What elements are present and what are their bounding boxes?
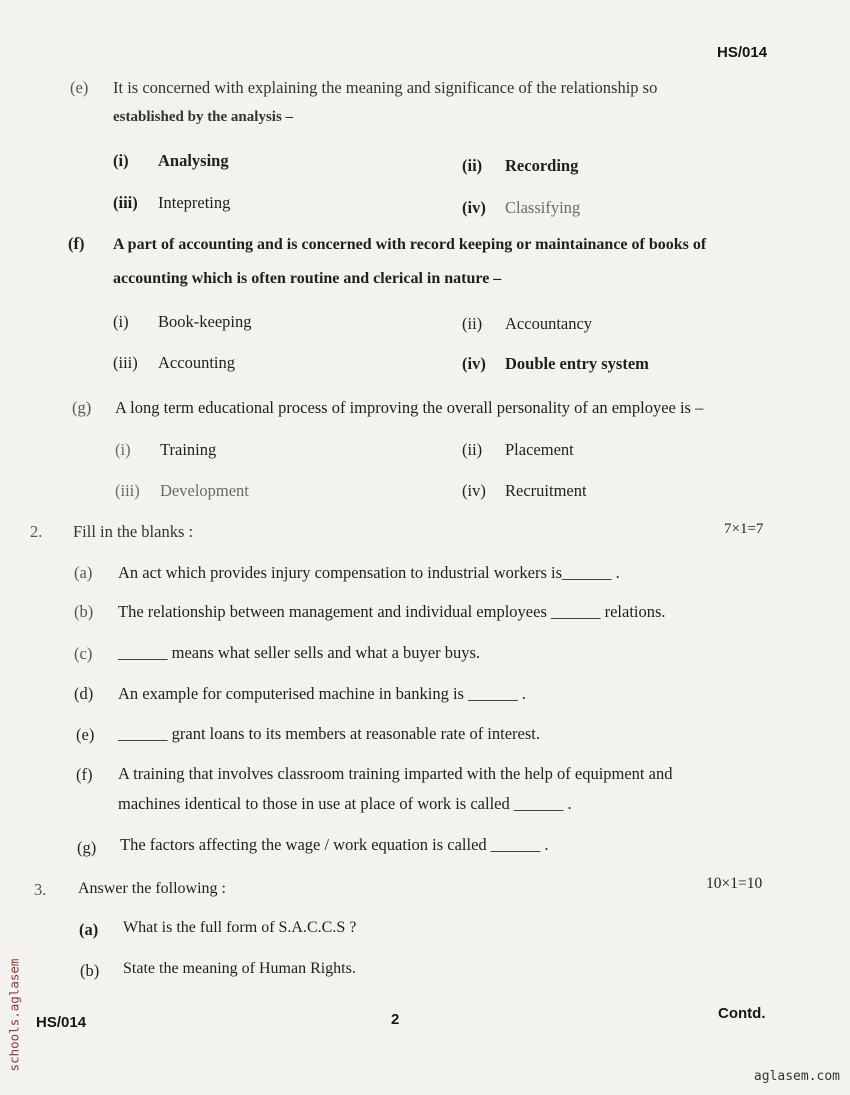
item-text: An act which provides injury compensation to industrial workers is______ .	[118, 563, 620, 582]
question-text: accounting which is often routine and clerical in nature –	[113, 270, 502, 287]
option-number: (i)	[113, 312, 129, 331]
marks-allocation: 7×1=7	[724, 521, 764, 537]
option-text: Recording	[505, 156, 579, 175]
option-text: Double entry system	[505, 354, 649, 373]
option-text: Training	[160, 440, 217, 459]
page-number: 2	[391, 1011, 400, 1028]
option-text: Classifying	[505, 198, 581, 217]
option-number: (ii)	[462, 156, 483, 175]
option-number: (i)	[113, 151, 129, 170]
item-label: (e)	[76, 725, 95, 744]
question-text: established by the analysis –	[113, 109, 294, 125]
item-label: (b)	[74, 602, 94, 621]
question-text: A long term educational process of improving the overall personality of an employee is –	[115, 398, 704, 417]
item-label: (b)	[80, 961, 100, 980]
footer-code: HS/014	[36, 1014, 87, 1031]
question-title: Fill in the blanks :	[73, 522, 194, 541]
option-text: Intepreting	[158, 193, 231, 212]
item-text: ______ means what seller sells and what a buyer buys.	[118, 643, 481, 662]
item-text: The relationship between management and individual employees ______ relations.	[118, 602, 666, 621]
item-label: (d)	[74, 684, 94, 703]
item-label: (a)	[74, 563, 93, 582]
option-number: (ii)	[462, 440, 483, 459]
option-text: Development	[160, 481, 249, 500]
item-text: ______ grant loans to its members at reasonable rate of interest.	[118, 724, 540, 743]
side-watermark	[4, 940, 24, 1090]
option-text: Analysing	[158, 151, 229, 170]
page-header-code: HS/014	[717, 44, 768, 61]
question-number: 2.	[30, 522, 43, 541]
option-text: Placement	[505, 440, 574, 459]
bottom-watermark: aglasem.com	[753, 1069, 840, 1084]
item-text: machines identical to those in use at place of work is called ______ .	[118, 794, 572, 813]
question-label: (g)	[72, 398, 92, 417]
question-title: Answer the following :	[78, 880, 226, 897]
item-label: (f)	[76, 765, 93, 784]
option-text: Book-keeping	[158, 312, 252, 331]
option-number: (ii)	[462, 314, 483, 333]
option-number: (iii)	[115, 481, 140, 500]
item-text: What is the full form of S.A.C.C.S ?	[123, 919, 357, 936]
option-number: (iii)	[113, 193, 138, 212]
question-label: (e)	[70, 78, 89, 97]
question-label: (f)	[68, 234, 85, 253]
item-text: State the meaning of Human Rights.	[123, 960, 356, 977]
option-text: Recruitment	[505, 481, 587, 500]
option-number: (iv)	[462, 481, 486, 500]
option-number: (iv)	[462, 354, 486, 373]
item-text: The factors affecting the wage / work equation is called ______ .	[120, 835, 549, 854]
option-text: Accounting	[158, 353, 235, 372]
item-text: An example for computerised machine in banking is ______ .	[118, 684, 526, 703]
option-number: (iii)	[113, 353, 138, 372]
side-watermark-text: schools.aglasem	[6, 958, 22, 1072]
option-number: (i)	[115, 440, 131, 459]
item-text: A training that involves classroom training imparted with the help of equipment and	[118, 764, 673, 783]
continued-label: Contd.	[718, 1005, 766, 1022]
option-text: Accountancy	[505, 314, 593, 333]
question-text: It is concerned with explaining the meaning and significance of the relationship so	[113, 78, 658, 97]
marks-allocation: 10×1=10	[706, 875, 763, 892]
question-number: 3.	[34, 880, 47, 899]
question-text: A part of accounting and is concerned with record keeping or maintainance of books of	[113, 236, 707, 253]
item-label: (g)	[77, 838, 97, 857]
item-label: (a)	[79, 920, 99, 939]
option-number: (iv)	[462, 198, 486, 217]
item-label: (c)	[74, 644, 93, 663]
